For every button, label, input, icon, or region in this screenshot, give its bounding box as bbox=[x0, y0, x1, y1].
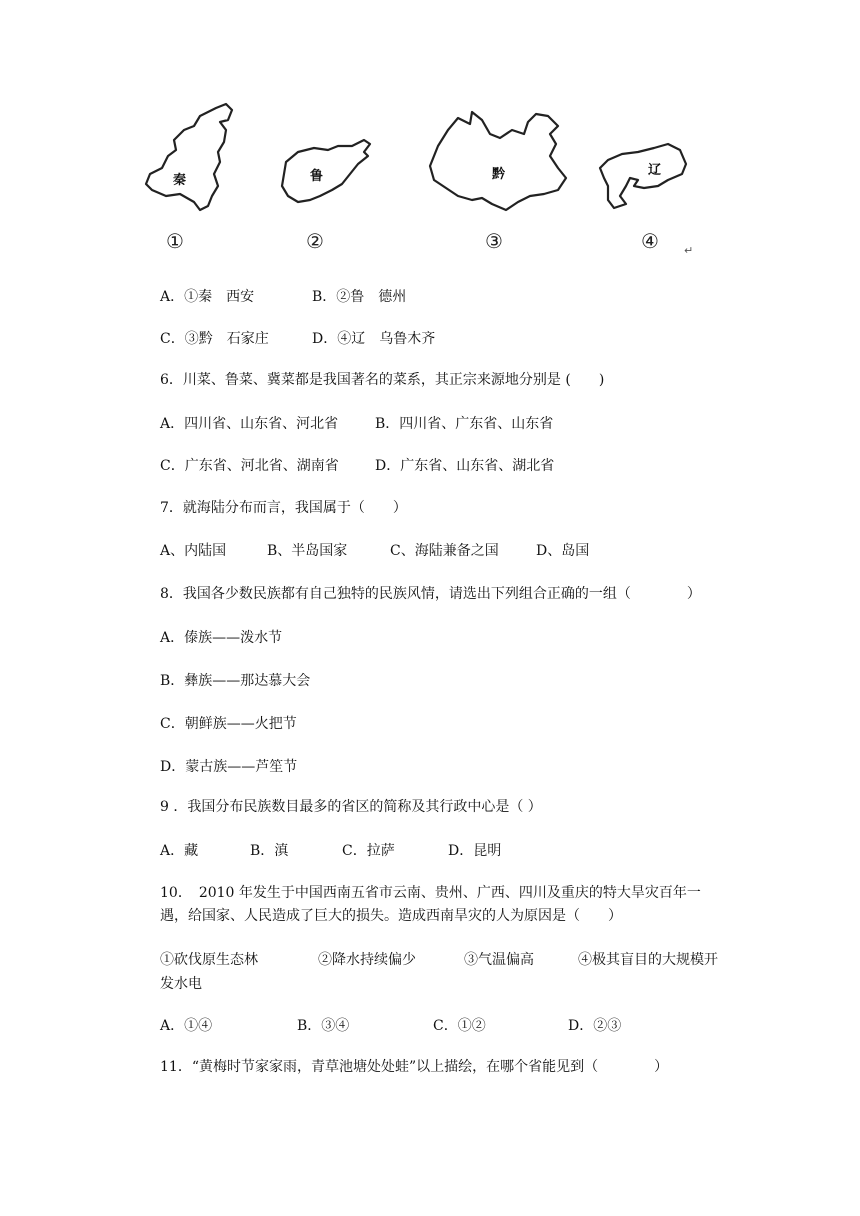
q9-option-a: A．藏 bbox=[160, 843, 199, 859]
q10-item-2: ②降水持续偏少 bbox=[318, 952, 416, 968]
q6-option-c: C．广东省、河北省、湖南省 bbox=[160, 458, 339, 474]
province-outline-figure bbox=[138, 100, 698, 262]
q6-option-b: B．四川省、广东省、山东省 bbox=[375, 416, 554, 432]
q11-stem: 11．“黄梅时节家家雨，青草池塘处处蛙”以上描绘，在哪个省能见到（ ） bbox=[160, 1059, 669, 1075]
q10-stem-line1: 10． 2010 年发生于中国西南五省市云南、贵州、广西、四川及重庆的特大旱灾百年一 bbox=[160, 885, 701, 901]
q7-stem: 7．就海陆分布而言，我国属于（ ） bbox=[160, 500, 407, 516]
province-number-2: ② bbox=[306, 229, 324, 253]
q7-option-d: D、岛国 bbox=[536, 543, 590, 559]
province-outline-3 bbox=[430, 112, 566, 253]
q8-option-c: C．朝鲜族——火把节 bbox=[160, 716, 297, 732]
q9-option-d: D．昆明 bbox=[448, 843, 502, 859]
province-abbr-3: 黔 bbox=[492, 167, 506, 182]
q7-option-c: C、海陆兼备之国 bbox=[390, 543, 499, 559]
province-outline-4 bbox=[600, 144, 693, 257]
province-abbr-2: 鲁 bbox=[310, 169, 324, 184]
q10-item-1: ①砍伐原生态林 bbox=[160, 952, 258, 968]
q8-option-a: A．傣族——泼水节 bbox=[160, 630, 283, 646]
q5-option-b: B．②鲁 德州 bbox=[312, 289, 407, 305]
province-outline-1 bbox=[146, 104, 232, 253]
return-mark: ↵ bbox=[684, 244, 694, 257]
q9-stem: 9 ．我国分布民族数目最多的省区的简称及其行政中心是（ ） bbox=[160, 799, 542, 815]
q5-option-d: D．④辽 乌鲁木齐 bbox=[312, 331, 436, 347]
province-number-1: ① bbox=[166, 229, 184, 253]
q10-option-b: B．③④ bbox=[297, 1018, 350, 1034]
q10-item-3: ③气温偏高 bbox=[464, 952, 534, 968]
q5-option-a: A．①秦 西安 bbox=[160, 289, 255, 305]
province-outline-2 bbox=[282, 140, 370, 253]
q8-option-b: B．彝族——那达慕大会 bbox=[160, 673, 311, 689]
q10-option-c: C．①② bbox=[433, 1018, 486, 1034]
province-abbr-1: 秦 bbox=[173, 173, 187, 188]
province-number-4: ④ bbox=[641, 229, 659, 253]
q9-option-c: C．拉萨 bbox=[342, 843, 395, 859]
q10-stem-line2: 遇，给国家、人民造成了巨大的损失。造成西南旱灾的人为原因是（ ） bbox=[160, 908, 622, 924]
q10-item-4-continued: 发水电 bbox=[160, 976, 202, 992]
q7-option-a: A、内陆国 bbox=[160, 543, 227, 559]
q10-option-a: A．①④ bbox=[160, 1018, 213, 1034]
q9-option-b: B．滇 bbox=[250, 843, 289, 859]
q10-option-d: D．②③ bbox=[568, 1018, 622, 1034]
q10-item-4: ④极其盲目的大规模开 bbox=[578, 952, 718, 968]
q7-option-b: B、半岛国家 bbox=[267, 543, 348, 559]
q6-option-d: D．广东省、山东省、湖北省 bbox=[375, 458, 555, 474]
q8-option-d: D．蒙古族——芦笙节 bbox=[160, 759, 298, 775]
q6-option-a: A．四川省、山东省、河北省 bbox=[160, 416, 339, 432]
q5-option-c: C．③黔 石家庄 bbox=[160, 331, 269, 347]
province-number-3: ③ bbox=[485, 229, 503, 253]
q8-stem: 8．我国各少数民族都有自己独特的民族风情，请选出下列组合正确的一组（ ） bbox=[160, 586, 701, 602]
q6-stem: 6．川菜、鲁菜、冀菜都是我国著名的菜系，其正宗来源地分别是 ( ) bbox=[160, 372, 605, 388]
province-abbr-4: 辽 bbox=[648, 163, 662, 178]
